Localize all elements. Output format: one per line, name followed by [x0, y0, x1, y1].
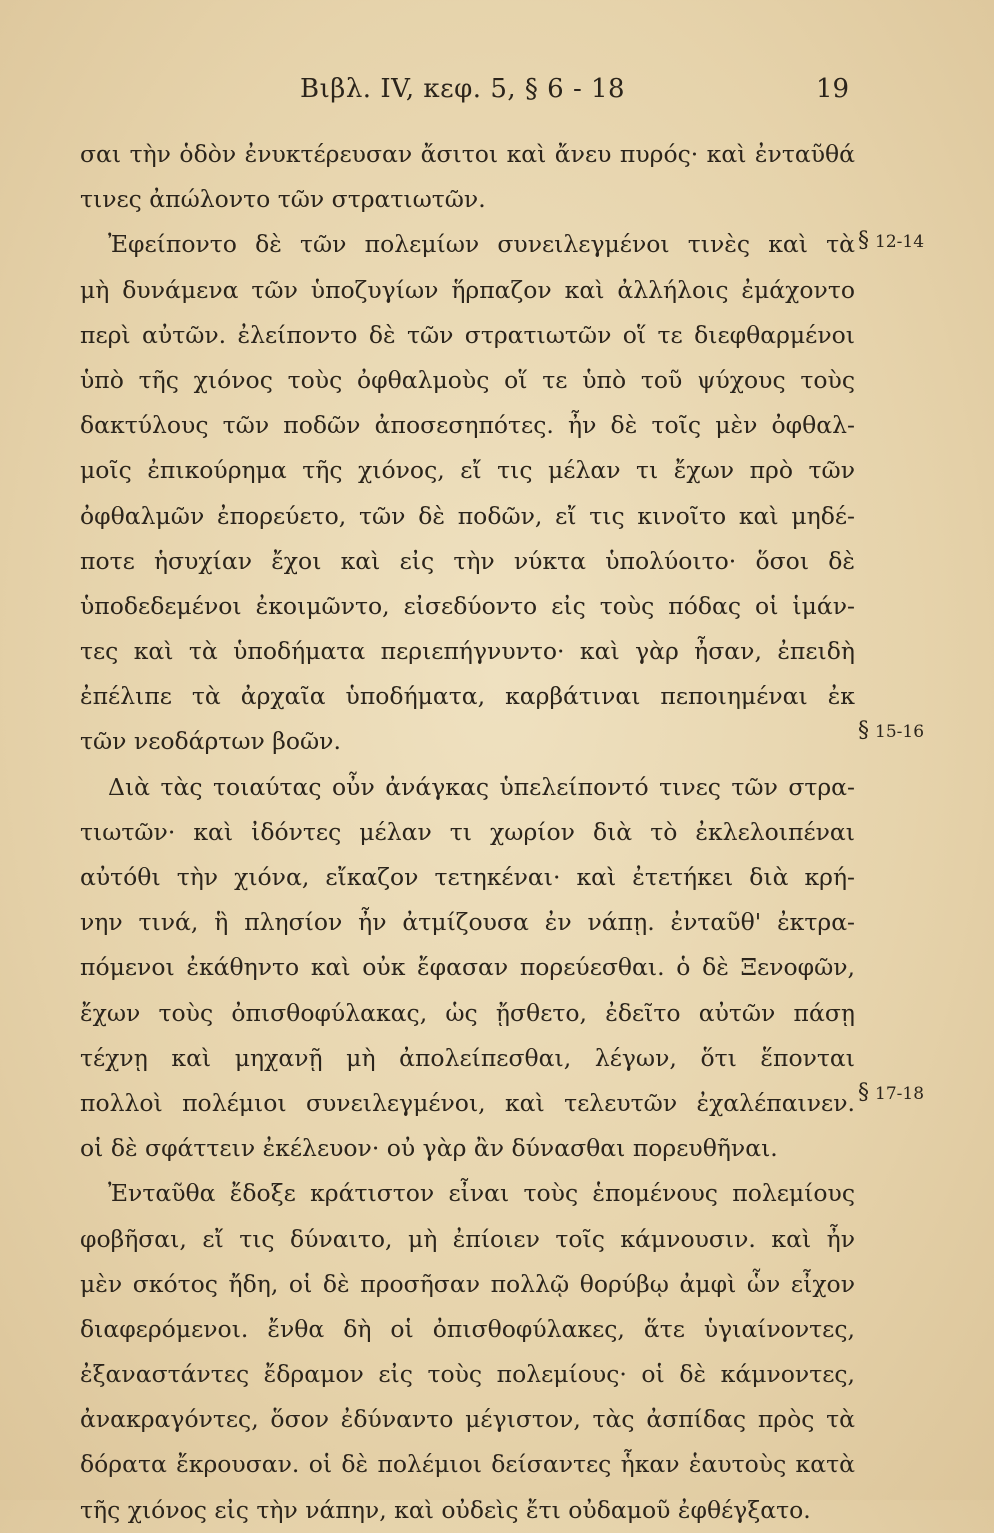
text-line: τέχνῃ καὶ μηχανῇ μὴ ἀπολείπεσθαι, λέγων, ὅτι ἕπονται: [80, 1043, 855, 1072]
text-line: τῆς χιόνος εἰς τὴν νάπην, καὶ οὐδεὶς ἔτι οὐδαμοῦ ἐφθέγξατο.: [80, 1495, 811, 1524]
section-range: 17-18: [875, 1084, 925, 1104]
text-line: πόμενοι ἐκάθηντο καὶ οὐκ ἔφασαν πορεύεσθαι. ὁ δὲ Ξενοφῶν,: [80, 953, 855, 982]
section-symbol: §: [858, 718, 869, 743]
text-line: τῶν νεοδάρτων βοῶν.: [80, 727, 341, 756]
text-line: Διὰ τὰς τοιαύτας οὖν ἀνάγκας ὑπελείποντό τινες τῶν στρα-: [108, 772, 855, 801]
page-number: 19: [816, 74, 850, 104]
body-text: [80, 132, 855, 1533]
text-line: περὶ αὐτῶν. ἐλείποντο δὲ τῶν στρατιωτῶν οἵ τε διεφθαρμένοι: [80, 320, 855, 349]
text-line: δακτύλους τῶν ποδῶν ἀποσεσηπότες. ἦν δὲ τοῖς μὲν ὀφθαλ-: [80, 411, 855, 440]
text-line: ποτε ἡσυχίαν ἔχοι καὶ εἰς τὴν νύκτα ὑπολύοιτο· ὅσοι δὲ: [80, 546, 855, 575]
text-line: ὑπὸ τῆς χιόνος τοὺς ὀφθαλμοὺς οἵ τε ὑπὸ τοῦ ψύχους τοὺς: [80, 365, 855, 394]
text-line: Ἐφείποντο δὲ τῶν πολεμίων συνειλεγμένοι τινὲς καὶ τὰ: [108, 230, 855, 259]
text-line: νην τινά, ἣ πλησίον ἦν ἀτμίζουσα ἐν νάπῃ. ἐνταῦθ' ἐκτρα-: [80, 908, 855, 937]
text-line: σαι τὴν ὁδὸν ἐνυκτέρευσαν ἄσιτοι καὶ ἄνευ πυρός· καὶ ἐνταῦθά: [80, 140, 855, 168]
text-line: οἱ δὲ σφάττειν ἐκέλευον· οὐ γὰρ ἂν δύνασθαι πορευθῆναι.: [80, 1134, 778, 1163]
text-line: πολλοὶ πολέμιοι συνειλεγμένοι, καὶ τελευτῶν ἐχαλέπαινεν.: [80, 1088, 855, 1117]
text-line: τινες ἀπώλοντο τῶν στρατιωτῶν.: [80, 185, 486, 214]
text-line: μὴ δυνάμενα τῶν ὑποζυγίων ἥρπαζον καὶ ἀλλήλοις ἐμάχοντο: [80, 275, 855, 304]
section-reference: [858, 1080, 924, 1105]
section-reference: [858, 228, 924, 253]
text-line: φοβῆσαι, εἴ τις δύναιτο, μὴ ἐπίοιεν τοῖς κάμνουσιν. καὶ ἦν: [80, 1224, 855, 1253]
text-line: τιωτῶν· καὶ ἰδόντες μέλαν τι χωρίον διὰ τὸ ἐκλελοιπέναι: [80, 817, 855, 846]
text-line: ἔχων τοὺς ὀπισθοφύλακας, ὡς ᾔσθετο, ἐδεῖτο αὐτῶν πάσῃ: [80, 998, 855, 1027]
text-line: μοῖς ἐπικούρημα τῆς χιόνος, εἴ τις μέλαν τι ἔχων πρὸ τῶν: [80, 456, 855, 485]
section-reference: [858, 718, 924, 743]
section-range: 15-16: [875, 722, 925, 742]
text-line: ἀνακραγόντες, ὅσον ἐδύναντο μέγιστον, τὰς ἀσπίδας πρὸς τὰ: [80, 1405, 855, 1434]
section-symbol: §: [858, 1080, 869, 1105]
text-line: ἐπέλιπε τὰ ἀρχαῖα ὑποδήματα, καρβάτιναι πεποιημέναι ἐκ: [80, 682, 855, 711]
text-line: μὲν σκότος ἤδη, οἱ δὲ προσῆσαν πολλῷ θορύβῳ ἀμφὶ ὧν εἶχον: [80, 1269, 855, 1298]
section-range: 12-14: [875, 232, 925, 252]
page-header: [0, 74, 994, 114]
text-line: διαφερόμενοι. ἔνθα δὴ οἱ ὀπισθοφύλακες, ἅτε ὑγιαίνοντες,: [80, 1314, 855, 1343]
text-line: ὑποδεδεμένοι ἐκοιμῶντο, εἰσεδύοντο εἰς τοὺς πόδας οἱ ἱμάν-: [80, 591, 855, 620]
section-symbol: §: [858, 228, 869, 253]
text-line: ἐξαναστάντες ἔδραμον εἰς τοὺς πολεμίους· οἱ δὲ κάμνοντες,: [80, 1360, 855, 1389]
text-line: αὐτόθι τὴν χιόνα, εἴκαζον τετηκέναι· καὶ ἐτετήκει διὰ κρή-: [80, 863, 855, 891]
text-line: Ἐνταῦθα ἔδοξε κράτιστον εἶναι τοὺς ἑπομένους πολεμίους: [108, 1179, 855, 1208]
running-head: Βιβλ. IV, κεφ. 5, § 6 - 18: [300, 74, 626, 104]
text-line: τες καὶ τὰ ὑποδήματα περιεπήγνυντο· καὶ γὰρ ἦσαν, ἐπειδὴ: [80, 637, 855, 666]
text-line: ὀφθαλμῶν ἐπορεύετο, τῶν δὲ ποδῶν, εἴ τις κινοῖτο καὶ μηδέ-: [80, 501, 855, 530]
text-line: δόρατα ἔκρουσαν. οἱ δὲ πολέμιοι δείσαντες ἧκαν ἑαυτοὺς κατὰ: [80, 1450, 855, 1479]
